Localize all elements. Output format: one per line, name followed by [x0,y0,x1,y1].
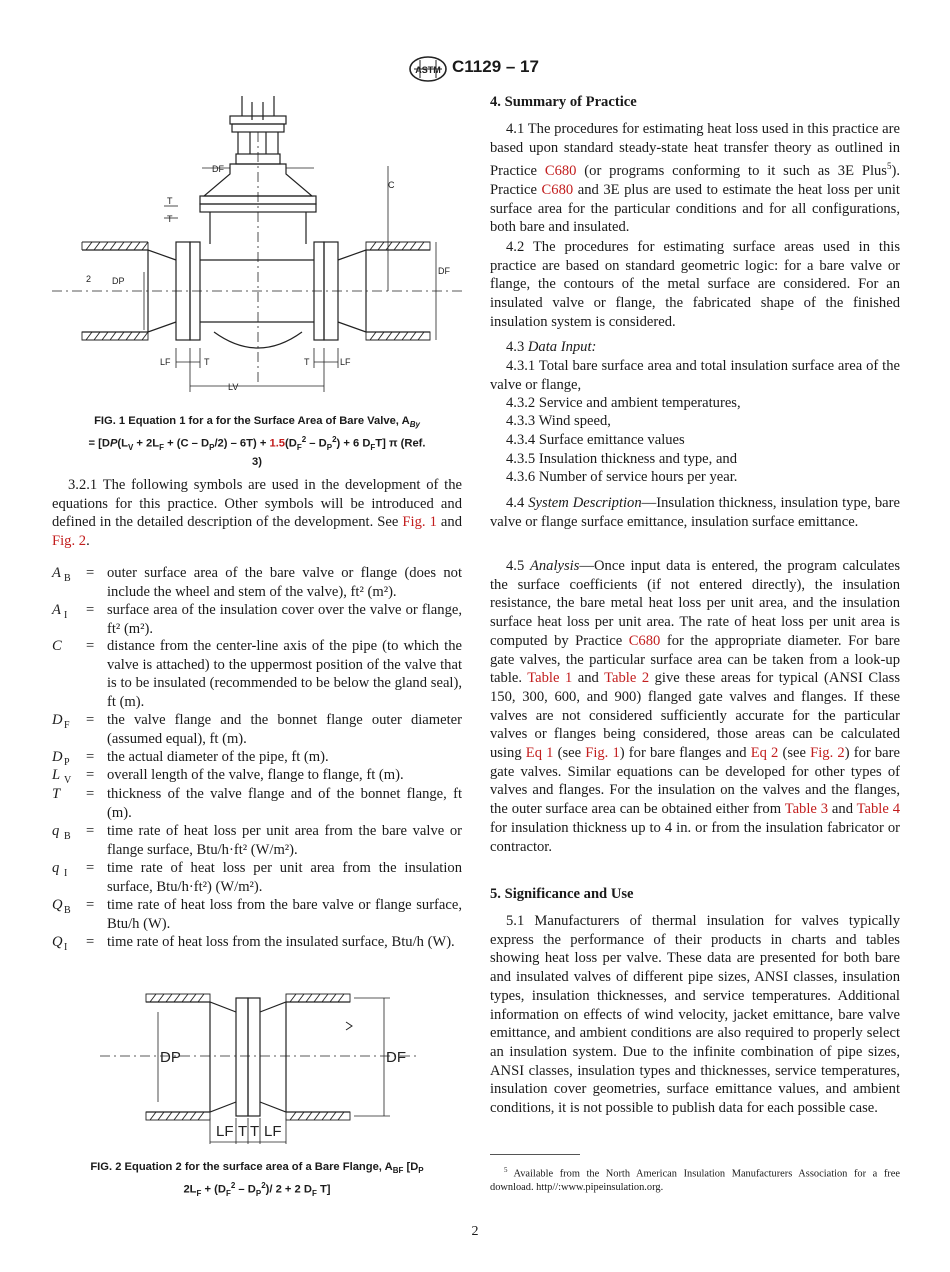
symbol-description: thickness of the valve flange and of the bonnet flange, ft (m). [107,786,462,821]
caption-link-1-5: 1.5 [269,437,286,450]
symbol-name: L [52,767,61,783]
data-input-item: 4.3.3 Wind speed, [506,413,611,429]
fig2-label-t1: T [238,1123,248,1140]
symbol-equals: = [86,823,95,839]
symbol-name: Q [52,934,63,950]
symbol-name: Q [52,897,63,913]
symbol-description: outer surface area of the bare valve or flange (does not include the wheel and stem of the valve), ft² (m²). [107,565,462,600]
fig1-label-lf-right: LF [340,357,351,367]
paragraph-4-5: 4.5 Analysis—Once input data is entered, the program calculates the surface coefficients (if not entered directly), the insulation resistance, the bare metal heat loss per unit area, and the insulation surface heat loss per unit area. The rate of heat loss per unit area is computed by Practice C680 for the appropriate diameter. For bare gate valves, the particular surface area can be taken from a look-up table. Table 1 and Table 2 give these areas for typical (ANSI Class 150, 300, 600, and 900) flanged gate valves and flanges. If these valves are not considered sufficiently accurate for the particular valves or flanges being considered, those areas can be calculated using Eq 1 (see Fig. 1) for bare flanges and Eq 2 (see Fig. 2) for bare gate valves. Similar equations can be developed for other types of valves and flanges. For the insulation on the valves and the flanges, the outer surface area can be obtained either from Table 3 and Table 4 for insulation thickness up to 4 in. or from the insulation fabricator or contractor. [490,558,901,855]
link-table-3[interactable]: Table 3 [784,801,829,818]
symbol-subscript: I [64,868,68,879]
figure-1-caption: FIG. 1 Equation 1 for a for the Surface Area of Bare Valve, $A_{By}$ = [$DP(L_V + 2L_F + (C - D_P/2) - 6T) + 1.5(D_F^2 - D_P^2) + 6$ $D_FT$] π (Ref. 3) [88,415,426,468]
symbol-description: the valve flange and the bonnet flange outer diameter (assumed equal), ft (m). [107,712,462,747]
fig1-label-lf-left: LF [160,357,171,367]
symbol-description: time rate of heat loss per unit area from the insulation surface, Btu/h·ft²) (W/m²). [107,860,462,895]
fig1-label-t-right: T [304,357,310,367]
paragraph-4-3-1: 4.3.1 Total bare surface area and total insulation surface area of the valve or flange, [490,358,900,393]
section-3-2-1: 3.2.1 The following symbols are used in the development of the equations for this practice. Other symbols will be introduced and defined in the detailed description of the development. See Fig. 1 and Fig. 2. [52,477,462,550]
symbol-equals: = [86,749,95,765]
data-input-item: 4.3.4 Surface emittance values [506,432,685,448]
symbol-equals: = [86,767,95,783]
symbol-description: time rate of heat loss from the bare valve or flange surface, Btu/h (W). [107,897,462,932]
link-table-1[interactable]: Table 1 [527,670,573,687]
symbol-description: overall length of the valve, flange to flange, ft (m). [107,767,404,783]
symbol-subscript: F [64,720,70,731]
data-input-item: 4.3.6 Number of service hours per year. [506,469,738,485]
symbol-subscript: B [64,905,71,916]
symbol-description: surface area of the insulation cover over the valve or flange, ft² (m²). [107,602,462,637]
link-c680-1[interactable]: C680 [544,163,577,180]
symbol-description: time rate of heat loss from the insulated surface, Btu/h (W). [107,934,455,950]
symbol-name: A [52,602,61,618]
link-fig-2-b[interactable]: Fig. 2 [810,745,845,762]
paragraph-5-1: 5.1 Manufacturers of thermal insulation for valves typically express the performance of their products in charts and tables showing heat loss per valve. These data are presented for both bare and insulated valves of different pipe sizes, ANSI classes, insulation types, insulation thicknesses, and service temperatures. Additional information on effects of wind velocity, jacket emittance, bare valve emittance, and ambient conditions are also required to properly select an insulation system. Due to the infinite combination of pipe sizes, ANSI classes, insulation types and thicknesses, service temperatures, insulation cover geometries, surface emittance values, and ambient conditions, it is not possible to publish data for each possible case. [490,913,900,1117]
symbol-description: the actual diameter of the pipe, ft (m). [107,749,329,765]
symbol-subscript: P [64,757,70,768]
symbol-subscript: V [64,775,72,786]
fig2-label-t2: T [250,1123,260,1140]
section-5-heading [490,886,900,903]
link-fig-1-b[interactable]: Fig. 1 [585,745,620,762]
footnote-5: $^5$ Available from the North American Insulation Manufacturers Association for a free download. http//:www.pipeinsulation.org. [490,1166,900,1194]
symbol-name: D [52,712,63,728]
section-4-heading [490,94,900,111]
fig1-label-df: DF [212,164,224,174]
symbol-subscript: B [64,573,71,584]
astm-logo-icon [408,56,448,82]
symbol-equals: = [86,860,95,876]
page-number: 2 [471,1224,479,1239]
heading-summary-of-practice: 4. Summary of Practice [490,94,637,110]
symbol-subscript: I [64,942,68,953]
symbol-name: A [52,565,61,581]
symbol-equals: = [86,565,95,581]
link-c680-3[interactable]: C680 [628,632,661,649]
data-input-item: 4.3.2 Service and ambient temperatures, [506,395,741,411]
fig1-label-lv: LV [228,382,239,392]
fig1-label-t1: T [167,196,173,206]
fig1-label-t2: T [167,214,173,224]
figure-2-caption: FIG. 2 Equation 2 for the surface area of a Bare Flange, $A_{BF}$ [$D_P$ $2L_F + (D_F^2 - D_P^2)/$ 2 + 2 $D_F$ T] [90,1161,424,1199]
fig1-label-dp: DP [112,276,125,286]
heading-significance-and-use: 5. Significance and Use [490,886,634,902]
symbol-equals: = [86,602,95,618]
link-c680-2[interactable]: C680 [541,181,574,198]
paragraph-4-2: 4.2 The procedures for estimating surface areas used in this practice are based on standard geometric logic: for a bare valve or flange, the contours of the metal surface are considered. For an insulated valve or flange, the fabricated shape of the finished insulation system is considered. [490,239,900,330]
fig2-label-dp: DP [160,1049,181,1066]
symbol-name: T [52,786,61,802]
link-fig-2[interactable]: Fig. 2 [52,533,87,550]
symbol-description: distance from the center-line axis of the pipe (to which the valve is attached) to the uppermost position of the valve that is to be insulated (recommended to be below the gland seal), ft (m). [107,638,462,710]
link-eq-1[interactable]: Eq 1 [525,745,554,762]
fig1-label-c: C [388,180,395,190]
paragraph-4-3: 4.3 Data Input: [506,339,597,355]
figure-2-bare-flange-diagram [100,992,430,1148]
link-eq-2[interactable]: Eq 2 [750,745,779,762]
symbol-equals: = [86,786,95,802]
symbol-equals: = [86,897,95,913]
symbol-name: C [52,638,62,654]
symbol-name: D [52,749,63,765]
page-header [0,56,950,84]
symbol-equals: = [86,712,95,728]
fig2-label-df: DF [386,1049,406,1066]
fig1-label-t-left: T [204,357,210,367]
figure-1-bare-valve-diagram [52,96,462,408]
symbol-subscript: B [64,831,71,842]
symbol-subscript: I [64,610,68,621]
link-table-2[interactable]: Table 2 [604,670,650,687]
symbol-description: time rate of heat loss per unit area from the bare valve or flange surface, Btu/h·ft² (W/m²). [107,823,462,858]
logo-text: ASTM [415,65,441,75]
data-input-item: 4.3.5 Insulation thickness and type, and [506,451,738,467]
document-designation: C1129 – 17 [452,57,539,76]
fig2-label-lf2: LF [264,1123,282,1140]
symbol-name: q [52,823,60,839]
link-table-4[interactable]: Table 4 [856,801,900,818]
fig1-label-df-right: DF [438,266,450,276]
footnote-rule [490,1154,580,1155]
symbol-equals: = [86,934,95,950]
symbol-name: q [52,860,60,876]
paragraph-4-4: 4.4 System Description—Insulation thickness, insulation type, bare valve or flange surface emittance, insulation surface emittance. [490,495,900,530]
symbol-equals: = [86,638,95,654]
fig1-label-two: 2 [86,274,92,284]
link-fig-1[interactable]: Fig. 1 [402,514,437,531]
paragraph-4-1: 4.1 The procedures for estimating heat loss used in this practice are based upon standard steady-state heat transfer theory as outlined in Practice C680 (or programs conforming to it such as 3E Plus$^5$). Practice C680 and 3E plus are used to estimate the heat loss per unit surface area for the particular conditions and for all configurations, both bare and insulated. [490,121,900,236]
fig2-label-lf1: LF [216,1123,234,1140]
